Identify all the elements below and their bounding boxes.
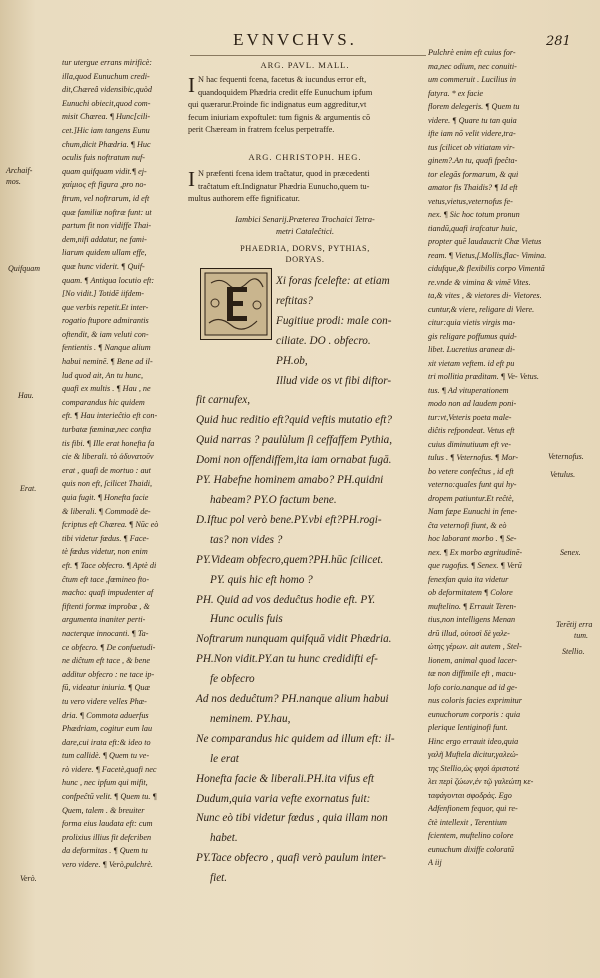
commentary-line: lofo corio.nanque ad id ge- xyxy=(428,682,518,692)
initial-letter-paul: I xyxy=(188,73,195,97)
commentary-line: της Stellio,ὡς φησὶ ἀριστοτέ xyxy=(428,763,520,773)
commentary-line: rò videre. ¶ Facetè,quafi nec xyxy=(62,764,157,774)
commentary-line: ώτης γέρων. ait autem , Stel- xyxy=(428,642,522,651)
commentary-line: re.vnde & vimina & vimē Vites. xyxy=(428,277,531,287)
play-line: PY. Habefne hominem amabo? PH.quidni xyxy=(196,474,384,487)
commentary-line: nacterque innocanti. ¶ Ta- xyxy=(62,628,149,638)
commentary-line: tri mollitia præditam. ¶ Ve- Vetus. xyxy=(428,372,539,381)
margin-note-hau: Hau. xyxy=(18,391,34,400)
commentary-line: tur:vt,Veteris poeta male- xyxy=(428,412,512,422)
play-line: tas? non vides ? xyxy=(210,533,283,546)
commentary-line: illa,quod Eunuchum credi- xyxy=(62,71,150,81)
commentary-line: Phædriam, cogitur eum lau xyxy=(62,724,153,734)
play-line: PH. Quid ad vos deduĉtus hodie eft. PY. xyxy=(196,593,376,606)
commentary-line: [No vidit.] Totidē iifdem- xyxy=(62,289,145,299)
left-commentary-column xyxy=(62,56,182,872)
argument-line: fecum iniuriam expoftulet: tum fignis & argumentis cō xyxy=(188,112,371,122)
commentary-line: ob deformitatem ¶ Colore xyxy=(428,588,513,597)
commentary-line: lud quod ait, An tu hunc, xyxy=(62,370,144,380)
commentary-line: quia fugit. ¶ Honefta facie xyxy=(62,493,149,502)
margin-note-veternosus: Veternofus. xyxy=(548,452,584,461)
commentary-line: que verbis repetit.Et inter- xyxy=(62,302,149,312)
play-line: Dudum,quia varia vefte exornatus fuit: xyxy=(196,792,371,805)
commentary-line: misit Chærea. ¶ Hunc[cili- xyxy=(62,112,151,122)
margin-note-terentij: Terētij erra xyxy=(556,620,593,629)
commentary-line: γαλῆ Muftela dicitur,γαλεώ- xyxy=(428,750,519,759)
commentary-line: oftendit, & iam veluti con- xyxy=(62,329,149,339)
play-line: Xi foras fcelefte: at etiam xyxy=(276,275,390,287)
header-rule xyxy=(190,55,426,56)
play-line: neminem. PY.hau, xyxy=(210,712,291,725)
play-line: le erat xyxy=(210,752,239,765)
commentary-line: comparandus hic quidem xyxy=(62,397,145,407)
play-line: Ne comparandus hic quidem ad illum eft: il- xyxy=(196,732,395,745)
play-line: fiet. xyxy=(210,872,228,885)
commentary-line: xit vietam veftem. id eft pu xyxy=(428,358,515,368)
speaker-list: PHAEDRIA, DORVS, PYTHIAS, DORYAS. xyxy=(240,244,370,264)
commentary-line: prolixius illius fit defcriben xyxy=(62,832,152,842)
commentary-line: fū, videatur iniuria. ¶ Quæ xyxy=(62,683,150,693)
commentary-line: tum callidè. ¶ Quem tu ve- xyxy=(62,751,150,761)
commentary-line: citur:quia vietis virgis ma- xyxy=(428,318,516,327)
commentary-line: cuntur,& viere, religare di Viere. xyxy=(428,304,535,314)
commentary-line: dem,nifi addatur, ne fami- xyxy=(62,234,147,244)
commentary-line: turbatæ fœminæ,nec confta xyxy=(62,425,151,435)
commentary-line: dare,cui irata eft:& ideo to xyxy=(62,737,151,747)
commentary-line: tiandū,quafi irafcatur huic, xyxy=(428,223,518,233)
margin-note-senex: Senex. xyxy=(560,548,581,557)
margin-note-stellio: Stellio. xyxy=(562,647,585,656)
commentary-line: quam. ¶ Antiqua locutio eft: xyxy=(62,275,155,285)
play-line: Quid huc reditio eft?quid veftis mutatio eft? xyxy=(196,414,392,427)
commentary-line: eft. ¶ Hau interieĉtio eft con- xyxy=(62,411,158,421)
commentary-line: ftrum, vel noftrarum, id eft xyxy=(62,193,150,203)
commentary-line: additur obfecro : ne tace ip- xyxy=(62,669,155,679)
margin-note-erat: Erat. xyxy=(20,484,37,493)
commentary-line: eft. ¶ Tace obfecro. ¶ Aptè di xyxy=(62,560,157,570)
commentary-line: liarum quidem ullam effe, xyxy=(62,248,147,258)
commentary-line: diĉtis refpondeat. Vetus eft xyxy=(428,426,515,435)
commentary-line: quafi ex multis . ¶ Hau , ne xyxy=(62,384,151,394)
commentary-line: vero videre. ¶ Verò,pulchrè. xyxy=(62,860,153,870)
commentary-line: A iij xyxy=(428,858,442,867)
commentary-line: fcientem, muftelino colore xyxy=(428,831,514,840)
commentary-line: Quem, talem . & breuiter xyxy=(62,805,145,815)
commentary-line: ifte iam nō velit videre,tra- xyxy=(428,129,516,138)
commentary-line: tæ non diffimile eft , macu- xyxy=(428,669,517,678)
commentary-line: Eunuchi obiecit,quod com- xyxy=(62,98,151,108)
commentary-line: ce obfecro. ¶ De confuetudi- xyxy=(62,642,156,652)
commentary-line: nex. ¶ Ex morbo ægritudinē- xyxy=(428,547,523,557)
play-line: Ad nos deduĉtum? PH.nanque alium habui xyxy=(196,693,389,706)
argument-line: perit Chæream in fratrem fcelus perpetraffe. xyxy=(188,125,335,134)
commentary-line: amator fis Thaidis? ¶ Id eft xyxy=(428,183,518,192)
commentary-line: ma,nec odium, nec conuiti- xyxy=(428,61,517,71)
play-line: Noftrarum nunquam quifquā vidit Phædria. xyxy=(196,633,392,646)
commentary-line: fatyra. * ex facie xyxy=(428,88,484,98)
commentary-line: ĉtè intellexit , Terentium xyxy=(428,817,507,827)
commentary-line: ĉtum eft tace ,fœmineo fto- xyxy=(62,574,150,584)
commentary-line: dria. ¶ Commota aduerfus xyxy=(62,710,149,720)
play-line: Nunc eò tibi videtur fœdus , quia illam non xyxy=(196,812,388,825)
argument-heading-christoph: ARG. CHRISTOPH. HEG. xyxy=(248,152,362,162)
margin-note-archaismos: Archaif- mos. xyxy=(6,166,33,186)
commentary-line: cie & liberali. τὸ ἀδυνατοῦν xyxy=(62,452,154,462)
commentary-line: libet. Lucretius araneæ di- xyxy=(428,345,516,354)
margin-note-quisquam: Quifquam xyxy=(8,264,40,273)
commentary-line: ταφάγονται σφοδρὰς. Ego xyxy=(428,790,512,800)
commentary-line: da deformitas . ¶ Quem tu xyxy=(62,846,148,856)
play-line: PH.ob, xyxy=(276,354,308,367)
commentary-line: tè fœdus videtur, non enim xyxy=(62,547,148,557)
play-line: reftitas? xyxy=(276,294,313,307)
play-line: PH.Non vidit.PY.an tu hunc credidifti ef- xyxy=(196,653,378,666)
commentary-line: tibi videtur fœdus. ¶ Face- xyxy=(62,533,149,543)
play-line: D.Iftuc pol verò bene.PY.vbi eft?PH.rogi- xyxy=(196,513,382,526)
commentary-line: tius,non intelligens Menan xyxy=(428,615,516,624)
commentary-line: modo non ad laudem poni- xyxy=(428,399,517,408)
commentary-line: tus ſcilicet ob vitiatam vir- xyxy=(428,142,515,152)
commentary-line: confpeĉtū velit. ¶ Quem tu. ¶ xyxy=(62,792,157,802)
commentary-line: nus coloris facies exprimitur xyxy=(428,696,522,705)
commentary-line: ĉta veternofi fiunt, & eò xyxy=(428,520,507,530)
commentary-line: Nam fæpe Eunuchi in fene- xyxy=(428,507,518,516)
argument-line: N hac fequenti fcena, facetus & iucundus error eft, xyxy=(198,75,367,84)
play-line: Illud vide os vt fibi diftor- xyxy=(276,374,392,387)
margin-note-tum: tum. xyxy=(574,631,588,640)
play-line: habet. xyxy=(210,832,238,845)
play-line: fit carnufex, xyxy=(196,394,251,407)
commentary-line: tu vero videre velles Phæ- xyxy=(62,696,147,706)
argument-line: N præfenti fcena idem traĉtatur, quod in præcedenti xyxy=(198,169,370,178)
commentary-line: que rugofus. ¶ Senex. ¶ Verū xyxy=(428,561,522,570)
margin-note-vero: Verò. xyxy=(20,874,37,883)
running-title: EVNVCHVS. xyxy=(233,30,357,49)
commentary-line: & liberali. ¶ Commodè de- xyxy=(62,506,151,516)
commentary-line: hunc , nec ipfum qui mifit, xyxy=(62,778,148,788)
commentary-line: videre. ¶ Quare tu tan quia xyxy=(428,115,517,125)
commentary-line: λει περὶ ζώων,ἐν τῷ γαλεώτη κε- xyxy=(428,777,534,786)
commentary-line: drū illud, οὐτοσὶ δὲ γαλε- xyxy=(428,628,510,638)
commentary-line: oculis fuis noftratum nuf- xyxy=(62,153,146,163)
commentary-line: propter quē laudaucrit Chæ Vietus xyxy=(428,237,542,246)
commentary-line: quæ familiæ noftræ funt: ut xyxy=(62,207,152,217)
commentary-line: hoc laborant morbo . ¶ Se- xyxy=(428,534,517,543)
commentary-line: ginem?.An tu, quafi fpeĉta- xyxy=(428,156,518,165)
play-line: ciliate. DO . obfecro. xyxy=(276,334,371,347)
play-line: Quid narras ? paulùlum ſi ceffaffem Pythia, xyxy=(196,434,393,447)
commentary-line: plerique lentiginofi funt. xyxy=(428,723,508,732)
commentary-line: tus. ¶ Ad vituperationem xyxy=(428,385,509,395)
play-line: Domi non offendiffem,ita iam ornabat fugā. xyxy=(196,454,392,467)
play-line: Honefta facie & liberali.PH.ita vifus eft xyxy=(196,772,375,785)
commentary-line: eunuchum dixiffe coloratū xyxy=(428,844,514,854)
commentary-line: chum,dicit Phædria. ¶ Huc xyxy=(62,139,151,149)
commentary-line: χαίμιος eft figura ,pro no- xyxy=(62,180,147,190)
play-line: PY. quis hic eft homo ? xyxy=(210,573,313,586)
play-line: habeam? PY.O factum bene. xyxy=(210,493,337,506)
argument-line: multus authorem effe fignificatur. xyxy=(188,194,300,203)
play-line: Fugitiue prodi: male con- xyxy=(276,314,392,327)
commentary-line: muftelino. ¶ Errauit Teren- xyxy=(428,601,517,611)
commentary-line: fentientis . ¶ Nanque alium xyxy=(62,343,151,353)
commentary-line: tur utergue errans mirificè: xyxy=(62,58,152,67)
play-line: fe obfecro xyxy=(210,673,255,686)
commentary-line: cuius diminutiuum eft ve- xyxy=(428,439,511,449)
commentary-line: tor elegās formarum, & qui xyxy=(428,169,519,179)
argument-line: traĉtatum eft.Indignatur Phædria Eunucho,quem tu- xyxy=(198,181,370,191)
commentary-line: Adfenfionem fequor, qui re- xyxy=(428,804,518,813)
page-number: 281 xyxy=(546,34,571,49)
commentary-line: gis religare poffumus quid- xyxy=(428,331,517,341)
commentary-line: florem delegeris. ¶ Quem tu xyxy=(428,102,520,111)
commentary-line: Pulchrè enim eft cuius for- xyxy=(428,48,516,57)
play-line: PY.Videam obfecro,quem?PH.hūc ſcilicet. xyxy=(196,553,384,566)
commentary-line: erat , quafi de mortuo : aut xyxy=(62,465,151,475)
play-line: Hunc oculis fuis xyxy=(210,613,283,626)
commentary-line: bo vetere confeĉtus , id eft xyxy=(428,466,514,476)
commentary-line: tis fibi. ¶ Ille erat honefta fa xyxy=(62,438,155,448)
commentary-line: quam quifquam vidit.¶ ej- xyxy=(62,166,147,176)
right-commentary-column xyxy=(428,46,560,870)
commentary-line: rogatio ftupore admirantis xyxy=(62,316,149,326)
argument-heading-paul: ARG. PAVL. MALL. xyxy=(260,60,350,70)
commentary-line: eunuchorum corporis : quia xyxy=(428,709,521,719)
commentary-line: cidufque,& flexibilis corpo Vimentā xyxy=(428,264,545,273)
argument-line: quandoquidem Phædria credit effe Eunuchum ipfum xyxy=(198,87,373,97)
commentary-line: ta,& vites , & vietores di- Vietores. xyxy=(428,291,542,300)
argument-christoph xyxy=(188,168,426,206)
commentary-line: Hinc ergo errauit ideo,quia xyxy=(428,736,519,746)
commentary-line: tulus . ¶ Veternofus. ¶ Mor- xyxy=(428,453,519,462)
play-line: PY.Tace obfecro , quafi verò paulum inter- xyxy=(196,852,386,865)
argument-line: qui quærarur.Proinde fic indignatus eum aggreditur,vt xyxy=(188,100,367,109)
margin-note-vetulus: Vetulus. xyxy=(550,470,576,479)
commentary-line: habui neminē. ¶ Bene ad il- xyxy=(62,357,153,367)
commentary-line: forma eius laudata eft: cum xyxy=(62,819,153,829)
commentary-line: argumenta inaniter perti- xyxy=(62,615,146,625)
commentary-line: veterno:quales funt qui hy- xyxy=(428,480,517,489)
commentary-line: partum fit non vidiffe Thai- xyxy=(62,221,152,231)
commentary-line: quis non eft, ſcilicet Thaidi, xyxy=(62,479,153,489)
commentary-line: fcriptus eft Chærea. ¶ Nūc eò xyxy=(62,520,159,530)
commentary-line: nex. ¶ Sic hoc totum pronun xyxy=(428,210,520,219)
commentary-line: um commeruit . Lucilius in xyxy=(428,75,517,84)
initial-letter-christoph: I xyxy=(188,167,195,191)
verse-meter-title: Iambici Senarij.Præterea Trochaici Tetra- metri Cataleĉtici. xyxy=(235,215,375,236)
commentary-line: dropem patiuntur.Et reĉtè, xyxy=(428,493,514,503)
commentary-line: cet.]Hic iam tangens Eunu xyxy=(62,125,150,135)
argument-paul xyxy=(188,74,426,137)
commentary-line: ream. ¶ Vietus,ſ.Mollis,flac- Vimina. xyxy=(428,250,547,260)
commentary-line: quæ hunc viderit. ¶ Quif- xyxy=(62,261,145,271)
play-text xyxy=(196,272,424,889)
commentary-line: ne diĉtum eft tace , & bene xyxy=(62,656,150,666)
commentary-line: fiftenti formæ improbæ , & xyxy=(62,601,150,611)
commentary-line: vetus,vietus,veternofus fe- xyxy=(428,196,513,206)
commentary-line: macho: quafi impudenter af xyxy=(62,588,154,598)
commentary-line: lionem, animal quod lacer- xyxy=(428,655,517,665)
commentary-line: fenexfan quia ita videtur xyxy=(428,574,509,584)
commentary-line: dit,Chæreâ vidensibic,quòd xyxy=(62,85,152,95)
